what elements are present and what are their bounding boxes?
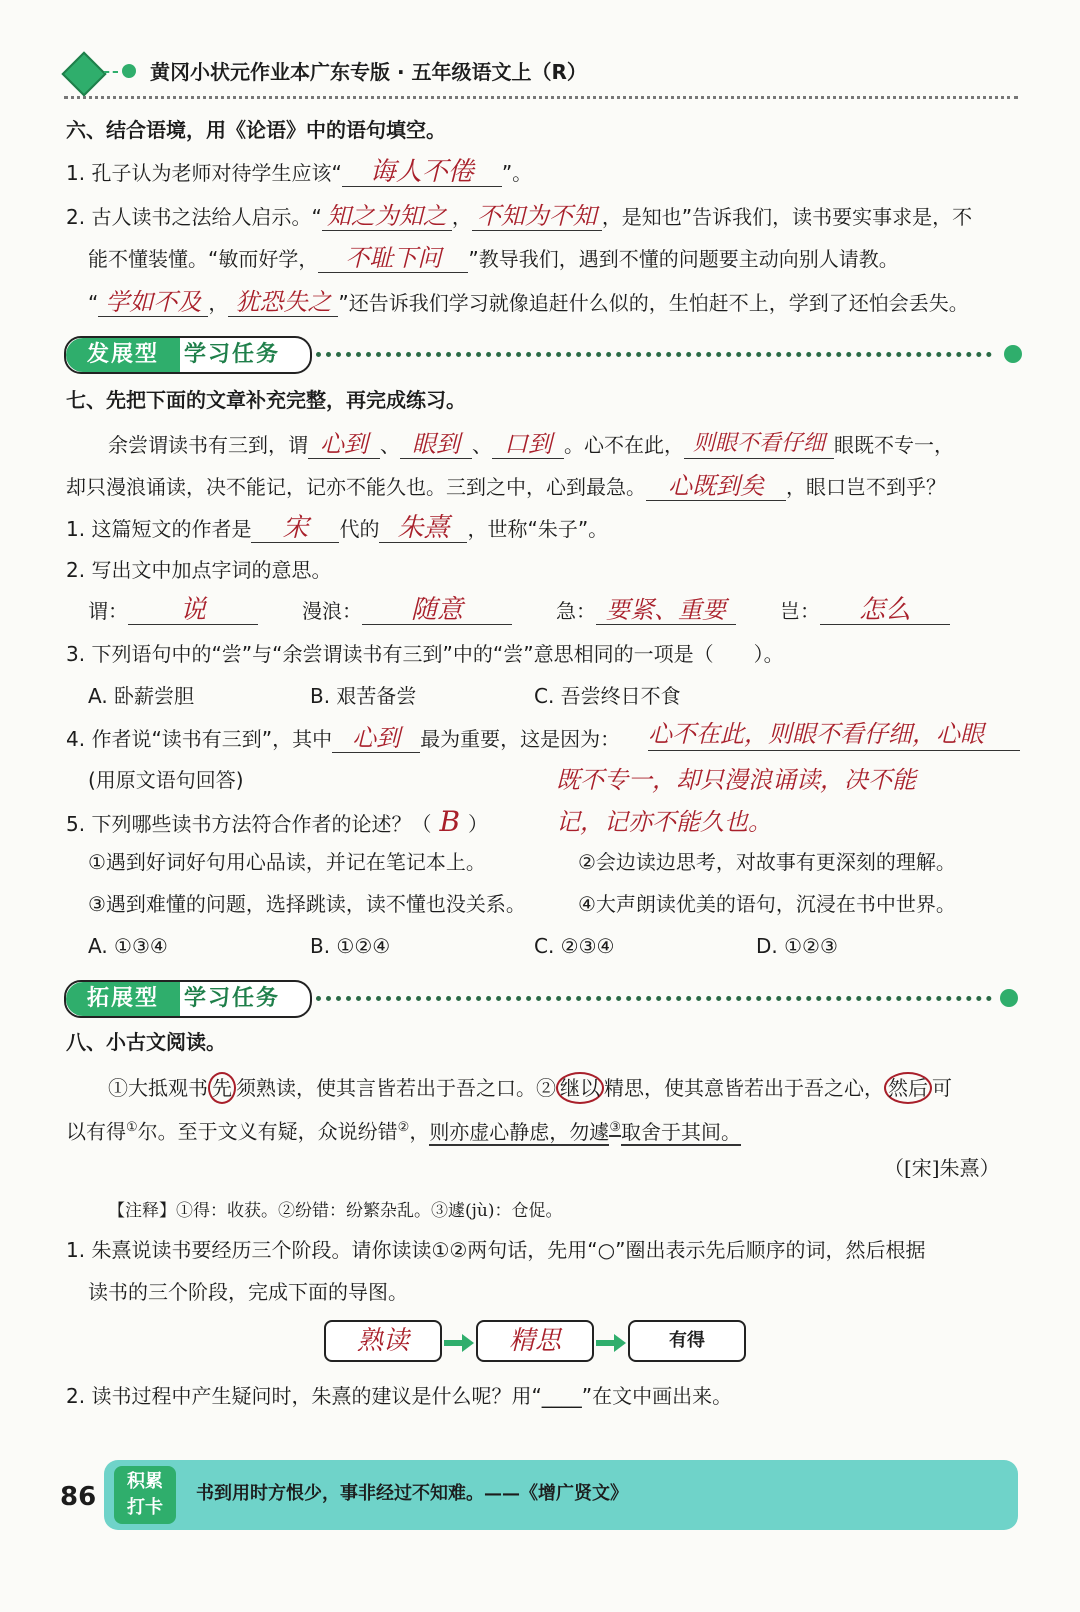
flow-box-youde: 有得 bbox=[628, 1320, 746, 1362]
header-rule bbox=[64, 96, 1018, 99]
s6-q2-answer5: 犹恐失之 bbox=[228, 288, 338, 317]
s7-p1a: 余尝谓读书有三到，谓 bbox=[108, 433, 308, 457]
dash-icon bbox=[104, 71, 118, 73]
s6-q2-line3 bbox=[88, 288, 969, 317]
s7-passage-line2 bbox=[66, 472, 946, 501]
s6-q2-l3comma: ， bbox=[208, 291, 229, 315]
s7-q2-ans-qi: 怎么 bbox=[820, 596, 950, 625]
banner-extension bbox=[64, 980, 312, 1018]
s7-q4-pre: 4. 作者说“读书有三到”，其中 bbox=[66, 727, 333, 751]
s8-l2b: 尔。至于文义有疑，众说纷错 bbox=[137, 1119, 398, 1144]
s7-fill4: 则眼不看仔细 bbox=[684, 430, 834, 459]
banner-extension-word: 学习任务 bbox=[184, 986, 281, 1011]
footer-tag-line1: 积累 bbox=[127, 1471, 163, 1492]
s8-l1c: 精思，使其意皆若出于吾之心， bbox=[604, 1076, 884, 1100]
s6-q2-comma: ， bbox=[451, 205, 472, 229]
s7-q5 bbox=[66, 805, 489, 838]
s8-text-line1 bbox=[108, 1072, 952, 1104]
s8-source: （[宋]朱熹） bbox=[884, 1156, 1000, 1180]
s7-q1-answer1: 宋 bbox=[251, 514, 339, 543]
section6-heading: 六、结合语境，用《论语》中的语句填空。 bbox=[66, 118, 446, 142]
s7-p1c: 眼既不专一， bbox=[834, 433, 954, 457]
flow-box-jingsi: 精思 bbox=[476, 1320, 594, 1362]
s6-q1-answer: 诲人不倦 bbox=[342, 158, 502, 187]
s7-q2-text: 2. 写出文中加点字词的意思。 bbox=[66, 558, 332, 582]
s6-q2-pre: 2. 古人读书之法给人启示。“ bbox=[66, 205, 322, 229]
s6-q1-post: ”。 bbox=[501, 161, 533, 185]
s7-q4-note: (用原文语句回答) bbox=[88, 768, 244, 792]
s8-underlined-2: 取舍于其间。 bbox=[620, 1119, 741, 1144]
s8-note3-mark: ③ bbox=[609, 1120, 621, 1135]
flow-arrow-2 bbox=[596, 1340, 616, 1346]
s8-notes: 【注释】①得：收获。②纷错：纷繁杂乱。③遽(jù)：仓促。 bbox=[108, 1201, 563, 1221]
s7-q3-text: 3. 下列语句中的“尝”与“余尝谓读书有三到”中的“尝”意思相同的一项是（ ）。 bbox=[66, 642, 784, 666]
s7-q5-post: ） bbox=[468, 812, 489, 836]
s6-q2-answer3: 不耻下问 bbox=[318, 244, 468, 273]
s6-q2-answer1: 知之为知之 bbox=[322, 202, 452, 231]
s7-c1: 、 bbox=[380, 433, 400, 457]
s6-q2-l3pre: “ bbox=[88, 291, 99, 315]
s7-fill1: 心到 bbox=[308, 430, 380, 459]
banner2-end-icon bbox=[1000, 989, 1018, 1007]
s7-q4-answer-line2: 既不专一，却只漫浪诵读，决不能 bbox=[556, 766, 916, 794]
s7-q1-post: ，世称“朱子”。 bbox=[467, 517, 609, 541]
s7-q4 bbox=[66, 724, 620, 753]
flow-arrow-1 bbox=[444, 1340, 464, 1346]
s7-q5-m2: ②会边读边思考，对故事有更深刻的理解。 bbox=[578, 850, 956, 874]
s7-q5-optB: B. ①②④ bbox=[310, 934, 391, 958]
s8-l1a: ①大抵观书 bbox=[108, 1076, 208, 1100]
s6-q2-post: ，是知也”告诉我们，读书要实事求是，不 bbox=[601, 205, 973, 229]
s7-q5-m3: ③遇到难懂的问题，选择跳读，读不懂也没关系。 bbox=[88, 892, 526, 916]
s6-q2-line1 bbox=[66, 202, 972, 231]
s7-q5-m4: ④大声朗读优美的语句，沉浸在书中世界。 bbox=[578, 892, 956, 916]
s7-q2-ans-manlang: 随意 bbox=[362, 596, 512, 625]
s7-fill5: 心既到矣 bbox=[646, 472, 786, 501]
banner1-dots bbox=[316, 352, 992, 357]
s7-q2-items bbox=[88, 596, 950, 625]
s8-l1d: 可 bbox=[932, 1076, 952, 1100]
header-title: 黄冈小状元作业本广东专版 · 五年级语文上（R） bbox=[150, 60, 587, 84]
s7-q2-label-ji: 急： bbox=[556, 599, 596, 623]
s8-l1b: 须熟读，使其言皆若出于吾之口。② bbox=[236, 1076, 556, 1100]
s7-q1 bbox=[66, 514, 608, 543]
s8-text-line2 bbox=[66, 1114, 741, 1146]
s7-q4-answer-line1: 心不在此，则眼不看仔细，心眼 bbox=[648, 718, 1020, 751]
s8-circled-xian: 先 bbox=[208, 1072, 236, 1104]
diamond-logo-icon bbox=[61, 51, 106, 96]
s7-q3-optA: A. 卧薪尝胆 bbox=[88, 684, 195, 708]
s6-q2-answer4: 学如不及 bbox=[98, 288, 208, 317]
s6-q2-answer2: 不知为不知 bbox=[472, 202, 602, 231]
footer-quote: 书到用时方恨少，事非经过不知难。——《增广贤文》 bbox=[196, 1483, 628, 1504]
s6-q2-l2pre: 能不懂装懂。“敏而好学， bbox=[88, 247, 319, 271]
s8-q1-line1: 1. 朱熹说读书要经历三个阶段。请你读读①②两句话，先用“○”圈出表示先后顺序的词，然后根据 bbox=[66, 1238, 926, 1262]
s7-q1-pre: 1. 这篇短文的作者是 bbox=[66, 517, 252, 541]
s7-q4-answer-line3: 记，记亦不能久也。 bbox=[556, 808, 772, 836]
s7-q4-mid: 最为重要，这是因为： bbox=[420, 727, 621, 751]
s8-underlined-1: 则亦虚心静虑，勿遽 bbox=[429, 1119, 610, 1144]
s7-q5-answer: B bbox=[439, 805, 461, 838]
s7-fill3: 口到 bbox=[492, 430, 564, 459]
s8-l2a: 以有得 bbox=[66, 1119, 126, 1144]
s7-q2-ans-wei: 说 bbox=[128, 596, 258, 625]
s8-circled-jiyi: 继以 bbox=[556, 1072, 604, 1104]
s8-circled-ranhou: 然后 bbox=[884, 1072, 932, 1104]
s7-q5-pre: 5. 下列哪些读书方法符合作者的论述？（ bbox=[66, 812, 432, 836]
s7-q1-answer2: 朱熹 bbox=[379, 514, 467, 543]
s7-q2-ans-ji: 要紧、重要 bbox=[596, 596, 736, 625]
dot-icon bbox=[122, 64, 136, 78]
s8-q1-line2: 读书的三个阶段，完成下面的导图。 bbox=[88, 1280, 408, 1304]
s7-passage-line1 bbox=[108, 430, 954, 459]
s7-q1-mid: 代的 bbox=[339, 517, 380, 541]
s6-q1 bbox=[66, 158, 532, 187]
s7-fill2: 眼到 bbox=[400, 430, 472, 459]
s7-q4-answer1: 心到 bbox=[332, 724, 420, 753]
footer-tag-line2: 打卡 bbox=[127, 1497, 163, 1518]
section8-heading: 八、小古文阅读。 bbox=[66, 1030, 226, 1054]
s7-p2a: 却只漫浪诵读，决不能记，记亦不能久也。三到之中，心到最急。 bbox=[66, 475, 646, 499]
banner-development-tag: 发展型 bbox=[66, 338, 180, 372]
s6-q2-line2 bbox=[88, 244, 899, 273]
s7-q5-m1: ①遇到好词好句用心品读，并记在笔记本上。 bbox=[88, 850, 486, 874]
s7-q2-label-manlang: 漫浪： bbox=[302, 599, 362, 623]
banner-extension-tag: 拓展型 bbox=[66, 982, 180, 1016]
s8-l2c: ， bbox=[409, 1119, 430, 1144]
banner-development-word: 学习任务 bbox=[184, 342, 281, 367]
s7-q2-label-qi: 岂： bbox=[780, 599, 820, 623]
section7-heading: 七、先把下面的文章补充完整，再完成练习。 bbox=[66, 388, 466, 412]
banner-development bbox=[64, 336, 312, 374]
s7-q2-label-wei: 谓： bbox=[88, 599, 128, 623]
page-number: 86 bbox=[60, 1482, 97, 1512]
s7-q3-optB: B. 艰苦备尝 bbox=[310, 684, 417, 708]
s7-q5-optD: D. ①②③ bbox=[756, 934, 838, 958]
s7-q5-optA: A. ①③④ bbox=[88, 934, 168, 958]
s6-q2-l2post: ”教导我们，遇到不懂的问题要主动向别人请教。 bbox=[468, 247, 899, 271]
s8-note2-mark: ② bbox=[397, 1120, 410, 1135]
footer-tag bbox=[114, 1466, 176, 1524]
banner2-dots bbox=[316, 996, 992, 1001]
s7-q3-optC: C. 吾尝终日不食 bbox=[534, 684, 681, 708]
s8-note1-mark: ① bbox=[126, 1120, 138, 1135]
s7-c2: 、 bbox=[472, 433, 492, 457]
s7-p1b: 。心不在此， bbox=[564, 433, 684, 457]
s6-q2-l3post: ”还告诉我们学习就像追赶什么似的，生怕赶不上，学到了还怕会丢失。 bbox=[338, 291, 969, 315]
flow-box-shudu: 熟读 bbox=[324, 1320, 442, 1362]
s6-q1-pre: 1. 孔子认为老师对待学生应该“ bbox=[66, 161, 342, 185]
s7-p2b: ，眼口岂不到乎？ bbox=[786, 475, 946, 499]
s8-q2: 2. 读书过程中产生疑问时，朱熹的建议是什么呢？用“____”在文中画出来。 bbox=[66, 1384, 733, 1408]
s7-q5-optC: C. ②③④ bbox=[534, 934, 615, 958]
banner1-end-icon bbox=[1004, 345, 1022, 363]
